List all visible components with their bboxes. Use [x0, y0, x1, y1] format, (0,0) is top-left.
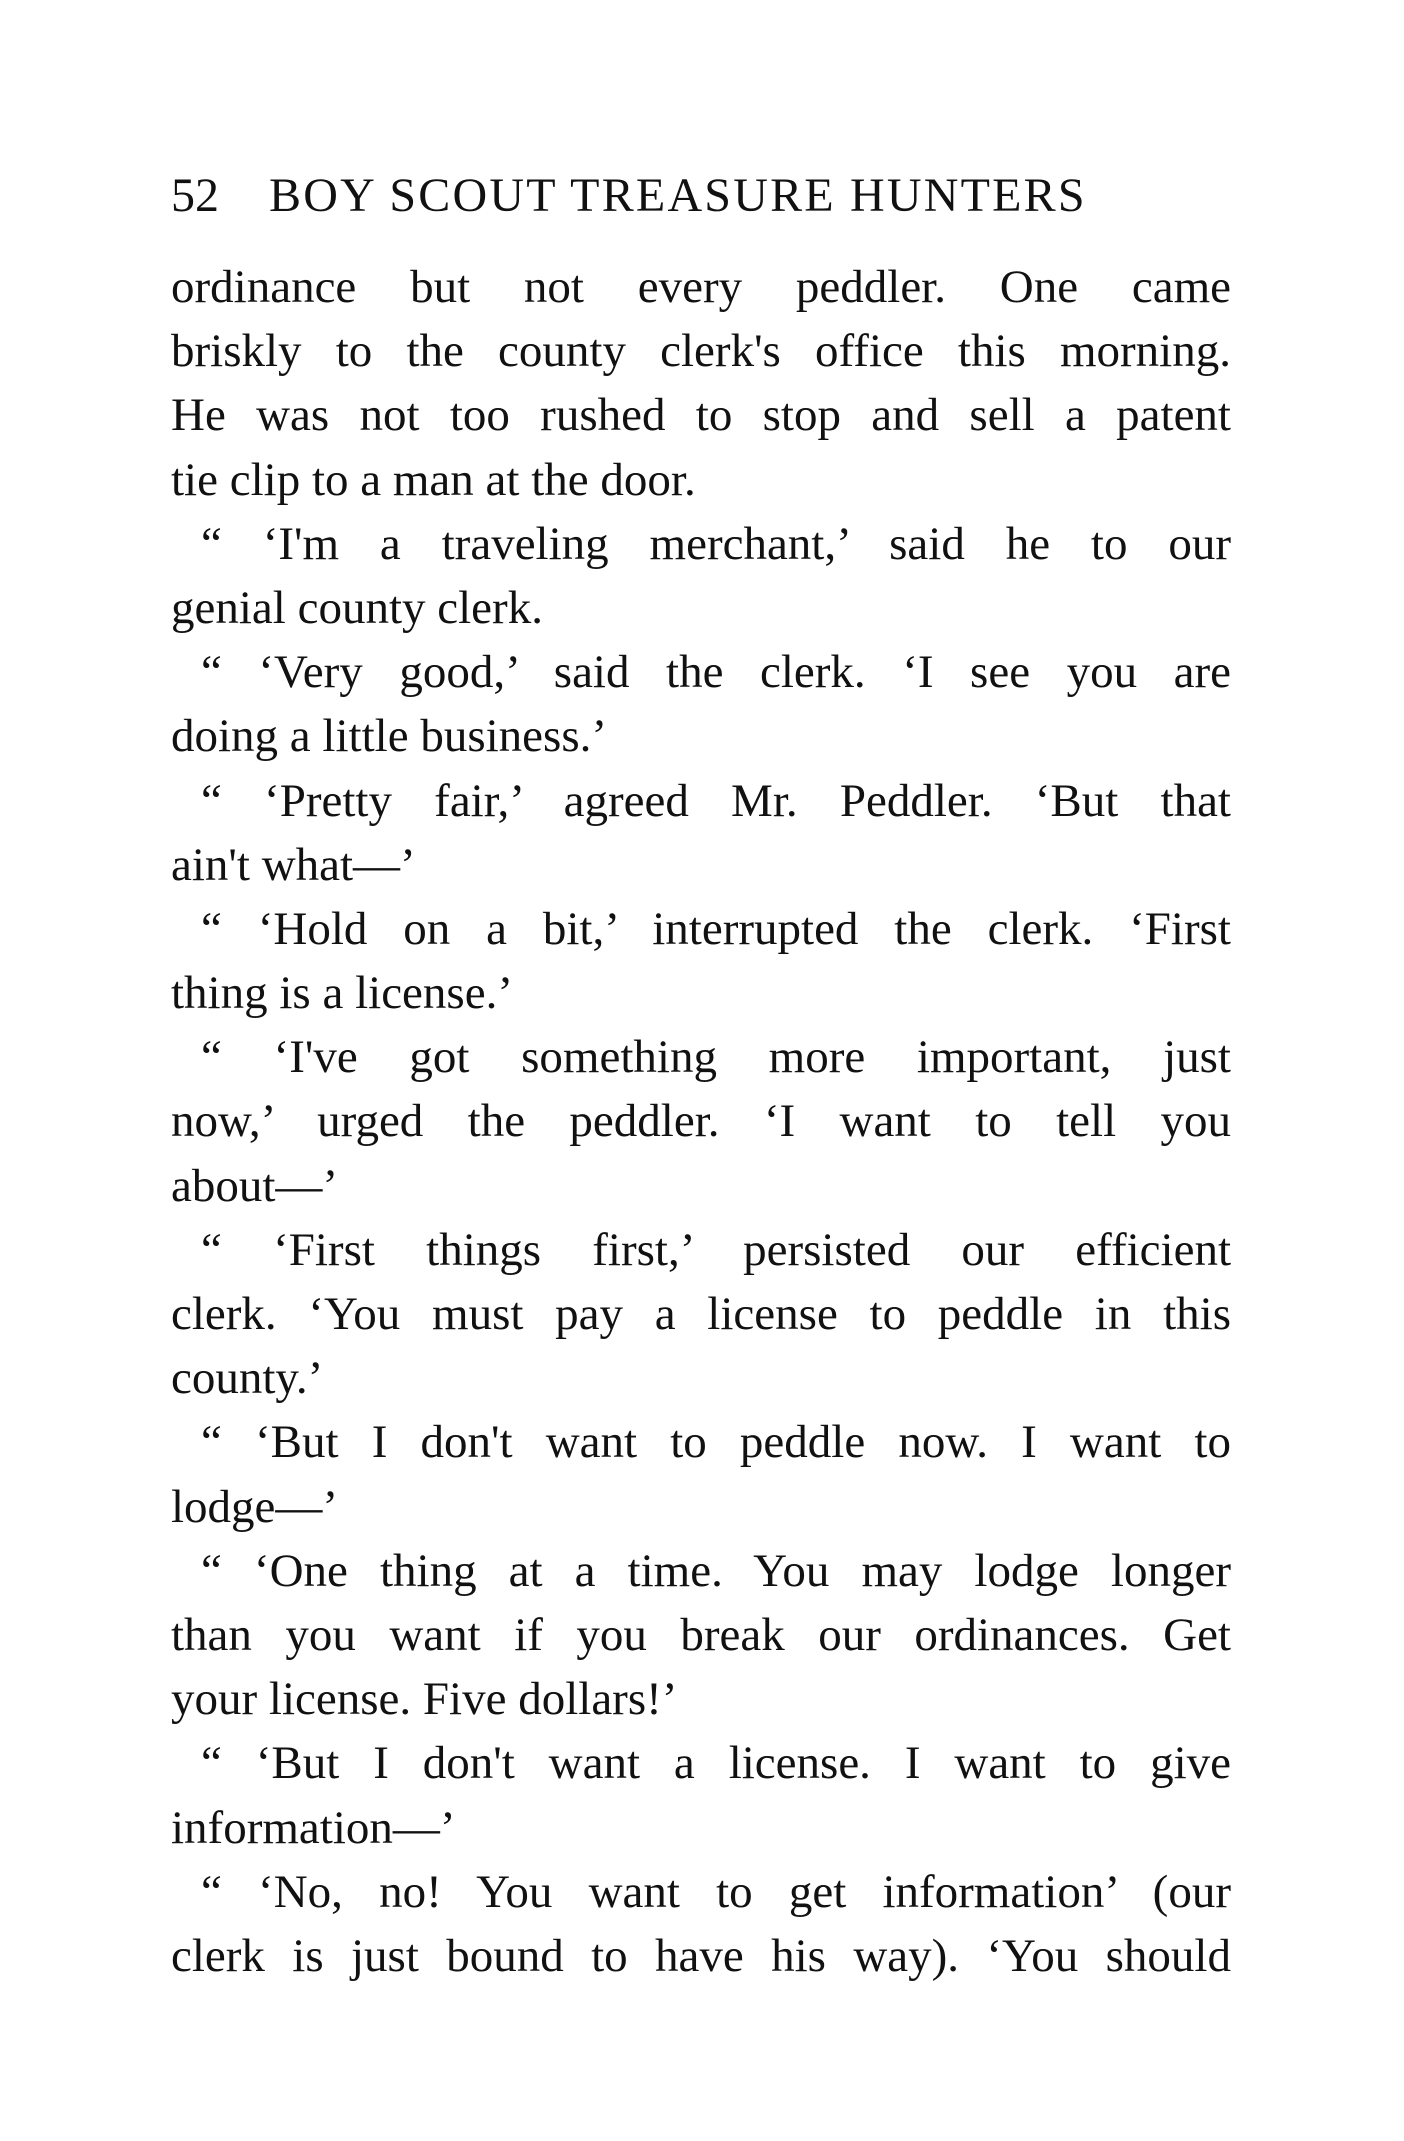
- text-line: “ ‘No, no! You want to get information’ (our: [201, 1865, 1231, 1918]
- text-line: county.’: [171, 1352, 324, 1405]
- text-line: “ ‘I've got something more important, just: [201, 1031, 1231, 1084]
- text-line: thing is a license.’: [171, 967, 513, 1020]
- text-line: clerk is just bound to have his way). ‘You should: [171, 1929, 1231, 1982]
- running-header: [171, 168, 1171, 228]
- text-line: lodge—’: [171, 1480, 339, 1533]
- text-line: your license. Five dollars!’: [171, 1673, 678, 1726]
- text-line: ain't what—’: [171, 838, 416, 891]
- text-line: “ ‘Very good,’ said the clerk. ‘I see you are: [201, 646, 1231, 699]
- text-line: about—’: [171, 1159, 339, 1212]
- text-line: information—’: [171, 1801, 456, 1854]
- text-line: “ ‘First things first,’ persisted our efficient: [201, 1223, 1231, 1276]
- text-line: “ ‘Pretty fair,’ agreed Mr. Peddler. ‘But that: [201, 774, 1231, 827]
- text-line: now,’ urged the peddler. ‘I want to tell you: [171, 1095, 1231, 1148]
- text-line: clerk. ‘You must pay a license to peddle in this: [171, 1288, 1231, 1340]
- text-line: “ ‘Hold on a bit,’ interrupted the clerk. ‘First: [201, 902, 1231, 955]
- text-line: “ ‘But I don't want a license. I want to give: [201, 1737, 1231, 1790]
- text-line: ordinance but not every peddler. One came: [171, 261, 1231, 313]
- text-line: He was not too rushed to stop and sell a patent: [171, 389, 1231, 442]
- text-line: “ ‘One thing at a time. You may lodge longer: [201, 1544, 1231, 1597]
- text-line: doing a little business.’: [171, 710, 608, 763]
- text-line: tie clip to a man at the door.: [171, 453, 696, 506]
- text-line: “ ‘I'm a traveling merchant,’ said he to our: [201, 517, 1231, 570]
- running-title: BOY SCOUT TREASURE HUNTERS: [269, 169, 1087, 222]
- text-line: briskly to the county clerk's office this morning.: [171, 325, 1231, 378]
- body-text: [171, 255, 1231, 1988]
- text-line: genial county clerk.: [171, 581, 543, 634]
- text-line: than you want if you break our ordinances. Get: [171, 1608, 1231, 1661]
- text-line: “ ‘But I don't want to peddle now. I want to: [201, 1416, 1231, 1469]
- page-number: 52: [171, 169, 219, 222]
